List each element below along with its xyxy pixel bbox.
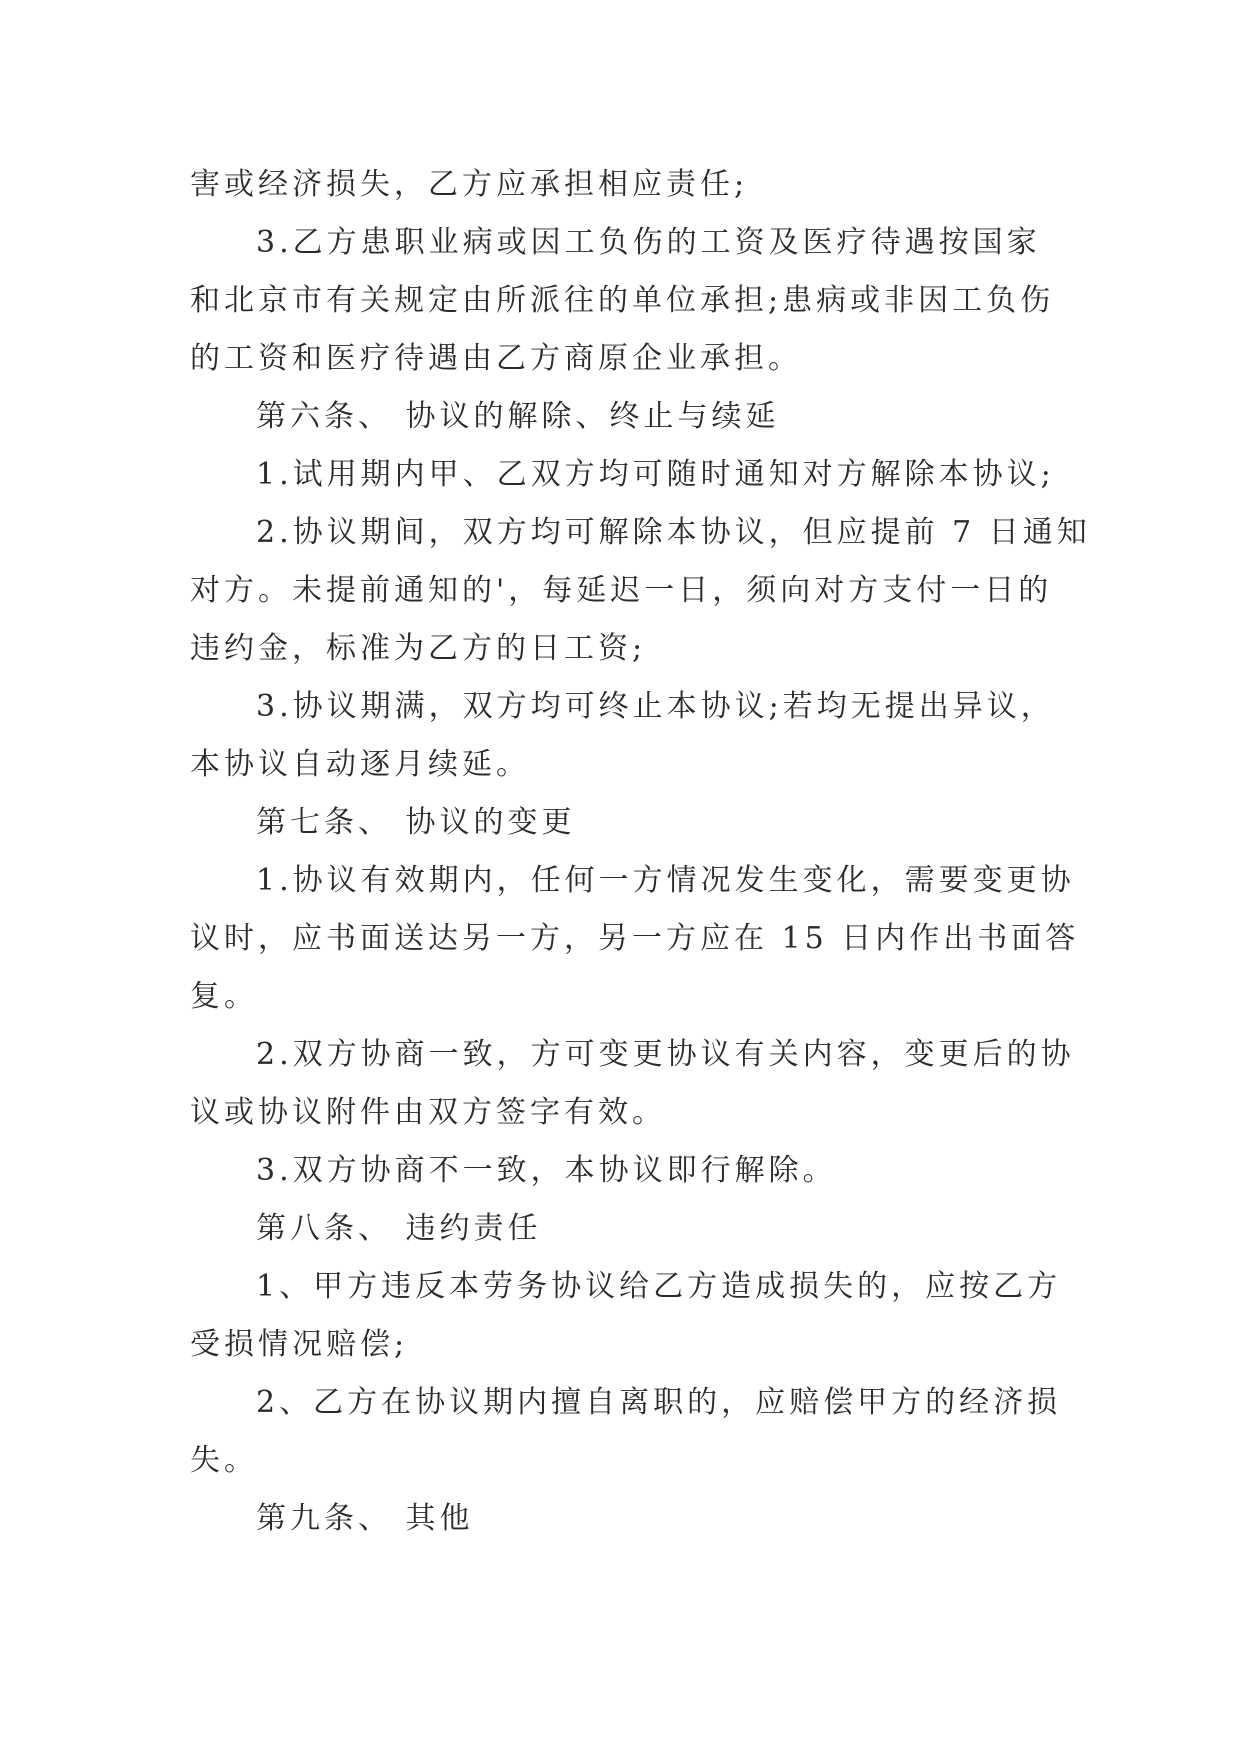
paragraph-line: 议时，应书面送达另一方，另一方应在 15 日内作出书面答 [190, 921, 1080, 956]
paragraph-line: 议或协议附件由双方签字有效。 [190, 1095, 666, 1130]
paragraph-line: 3.双方协商不一致，本协议即行解除。 [256, 1153, 837, 1188]
paragraph-line: 和北京市有关规定由所派往的单位承担;患病或非因工负伤 [190, 283, 1055, 318]
paragraph-line: 2、乙方在协议期内擅自离职的，应赔偿甲方的经济损 [256, 1385, 1062, 1420]
section-heading-article-8: 第八条、 违约责任 [256, 1211, 542, 1246]
paragraph-line: 1.协议有效期内，任何一方情况发生变化，需要变更协 [256, 863, 1075, 898]
document-body [190, 156, 1091, 1548]
paragraph-line: 失。 [190, 1443, 258, 1478]
paragraph-line: 本协议自动逐月续延。 [190, 747, 530, 782]
paragraph-line: 3.协议期满，双方均可终止本协议;若均无提出异议， [256, 689, 1055, 724]
paragraph-line: 3.乙方患职业病或因工负伤的工资及医疗待遇按国家 [256, 225, 1041, 260]
paragraph-line: 2.双方协商一致，方可变更协议有关内容，变更后的协 [256, 1037, 1075, 1072]
paragraph-line: 1、甲方违反本劳务协议给乙方造成损失的，应按乙方 [256, 1269, 1062, 1304]
section-heading-article-9: 第九条、 其他 [256, 1501, 474, 1536]
section-heading-article-7: 第七条、 协议的变更 [256, 805, 576, 840]
paragraph-line: 对方。未提前通知的'，每延迟一日，须向对方支付一日的 [190, 573, 1053, 608]
paragraph-line: 1.试用期内甲、乙双方均可随时通知对方解除本协议; [256, 457, 1055, 492]
paragraph-line: 害或经济损失，乙方应承担相应责任; [190, 167, 749, 202]
paragraph-line: 2.协议期间，双方均可解除本协议，但应提前 7 日通知 [256, 515, 1091, 550]
paragraph-line: 复。 [190, 979, 258, 1014]
paragraph-line: 违约金，标准为乙方的日工资; [190, 631, 647, 666]
paragraph-line: 受损情况赔偿; [190, 1327, 409, 1362]
section-heading-article-6: 第六条、 协议的解除、终止与续延 [256, 399, 780, 434]
paragraph-line: 的工资和医疗待遇由乙方商原企业承担。 [190, 341, 802, 376]
